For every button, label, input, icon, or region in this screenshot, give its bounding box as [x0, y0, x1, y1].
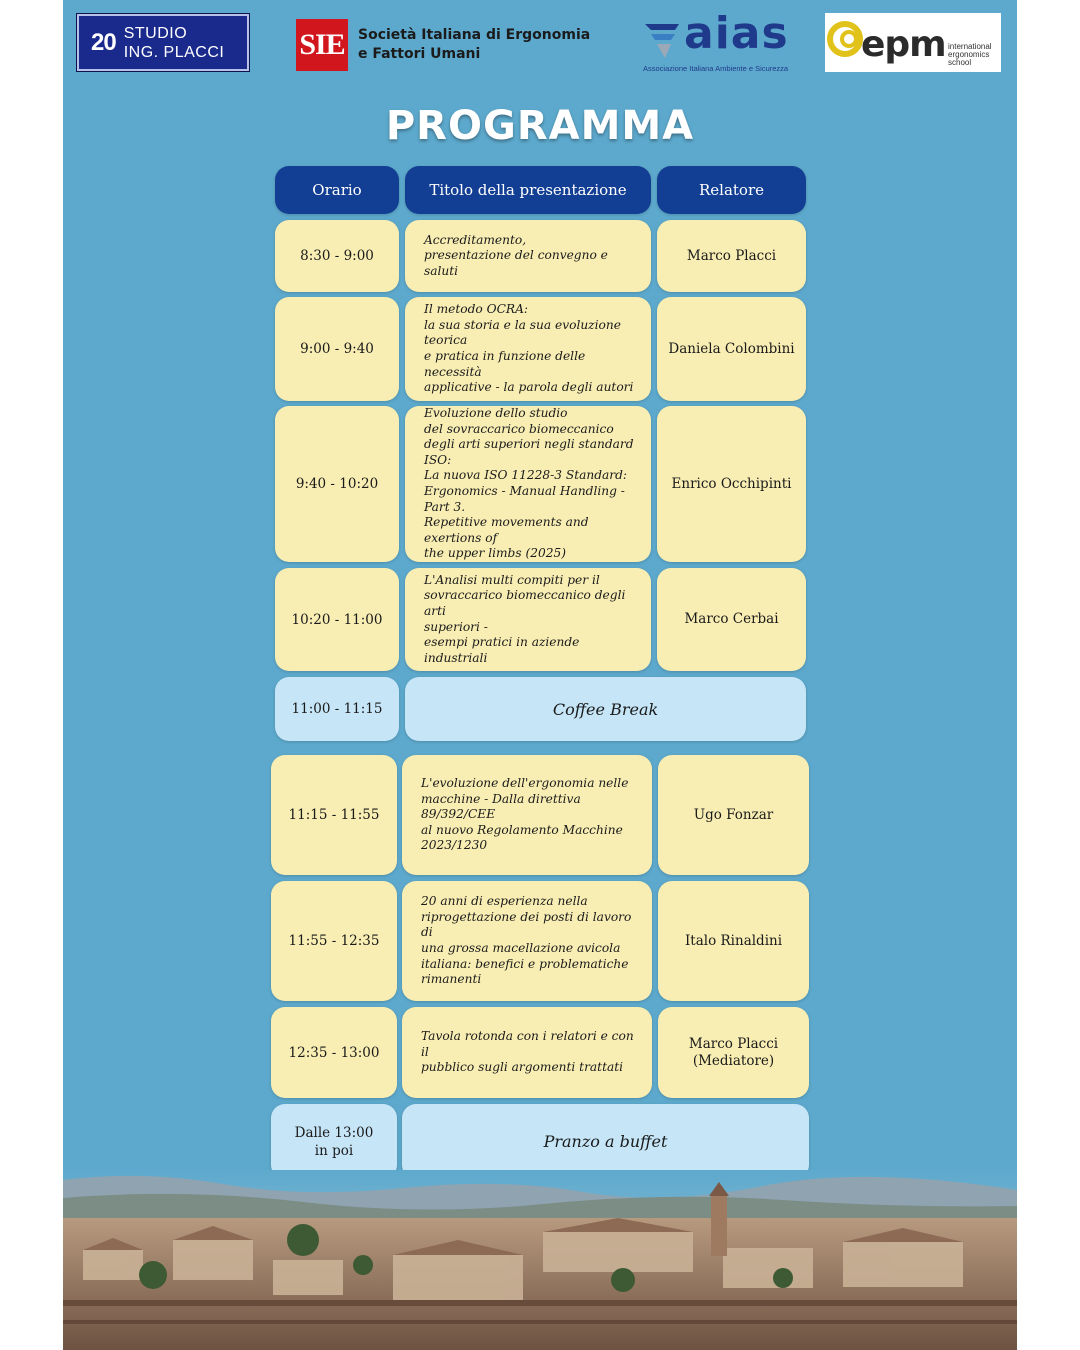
row-title: 20 anni di esperienza nella riprogettazione dei posti di lavoro di una grossa macellazione avicola italiana: benefici e problematiche rimanenti — [402, 881, 652, 1001]
aias-logo — [641, 8, 791, 74]
coffee-break-label: Coffee Break — [405, 677, 806, 741]
header-title: Titolo della presentazione — [405, 166, 651, 214]
row-title: Il metodo OCRA: la sua storia e la sua evoluzione teorica e pratica in funzione delle necessità applicative - la parola degli autori — [405, 297, 651, 401]
sie-name-line2: e Fattori Umani — [358, 46, 481, 62]
row-time: 8:30 - 9:00 — [275, 220, 399, 292]
row-title: Evoluzione dello studio del sovraccarico biomeccanico degli arti superiori negli standard ISO: La nuova ISO 11228-3 Standard: Ergonomics - Manual Handling - Part 3. Repetitive movements and exertions of the upper limbs (2025) — [405, 406, 651, 562]
studio-placci-logo — [77, 14, 249, 71]
epm-logo — [825, 13, 1001, 72]
row-speaker: Marco Cerbai — [657, 568, 806, 671]
sie-logo — [296, 18, 590, 72]
epm-wordmark: epm — [861, 24, 946, 65]
row-title: Tavola rotonda con i relatori e con il pubblico sugli argomenti trattati — [402, 1007, 652, 1098]
row-title: Accreditamento, presentazione del convegno e saluti — [405, 220, 651, 292]
epm-sub-line1: international — [948, 42, 992, 51]
row-speaker: Ugo Fonzar — [658, 755, 809, 875]
aias-wing-icon — [641, 22, 683, 62]
row-speaker: Daniela Colombini — [657, 297, 806, 401]
town-landscape-image — [63, 1170, 1017, 1350]
row-time: 11:15 - 11:55 — [271, 755, 397, 875]
header-speaker: Relatore — [657, 166, 806, 214]
row-time: 11:00 - 11:15 — [275, 677, 399, 741]
poster — [63, 0, 1017, 1350]
epm-sub-line2: ergonomics — [948, 50, 990, 59]
row-speaker: Italo Rinaldini — [658, 881, 809, 1001]
row-speaker: Marco Placci (Mediatore) — [658, 1007, 809, 1098]
page-title: PROGRAMMA — [385, 103, 695, 149]
row-time: 10:20 - 11:00 — [275, 568, 399, 671]
row-time: 12:35 - 13:00 — [271, 1007, 397, 1098]
sie-name-line1: Società Italiana di Ergonomia — [358, 27, 591, 43]
row-speaker: Marco Placci — [657, 220, 806, 292]
epm-sub-line3: school — [948, 58, 972, 67]
row-title: L'Analisi multi compiti per il sovraccarico biomeccanico degli arti superiori - esempi pratici in aziende industriali — [405, 568, 651, 671]
aias-subtitle: Associazione Italiana Ambiente e Sicurezza — [643, 64, 789, 73]
row-time: 9:00 - 9:40 — [275, 297, 399, 401]
row-time: 11:55 - 12:35 — [271, 881, 397, 1001]
lunch-label: Pranzo a buffet — [402, 1104, 809, 1179]
studio-logo-line2: ING. PLACCI — [123, 43, 225, 61]
studio-logo-line1: STUDIO — [123, 24, 188, 42]
aias-wordmark: aias — [684, 8, 789, 59]
row-title: L'evoluzione dell'ergonomia nelle macchine - Dalla direttiva 89/392/CEE al nuovo Regolamento Macchine 2023/1230 — [402, 755, 652, 875]
row-time: 9:40 - 10:20 — [275, 406, 399, 562]
sie-mark: SIE — [296, 19, 348, 71]
row-time: Dalle 13:00 in poi — [271, 1104, 397, 1179]
row-speaker: Enrico Occhipinti — [657, 406, 806, 562]
studio-anniversary-number: 20 — [91, 28, 116, 56]
header-time: Orario — [275, 166, 399, 214]
